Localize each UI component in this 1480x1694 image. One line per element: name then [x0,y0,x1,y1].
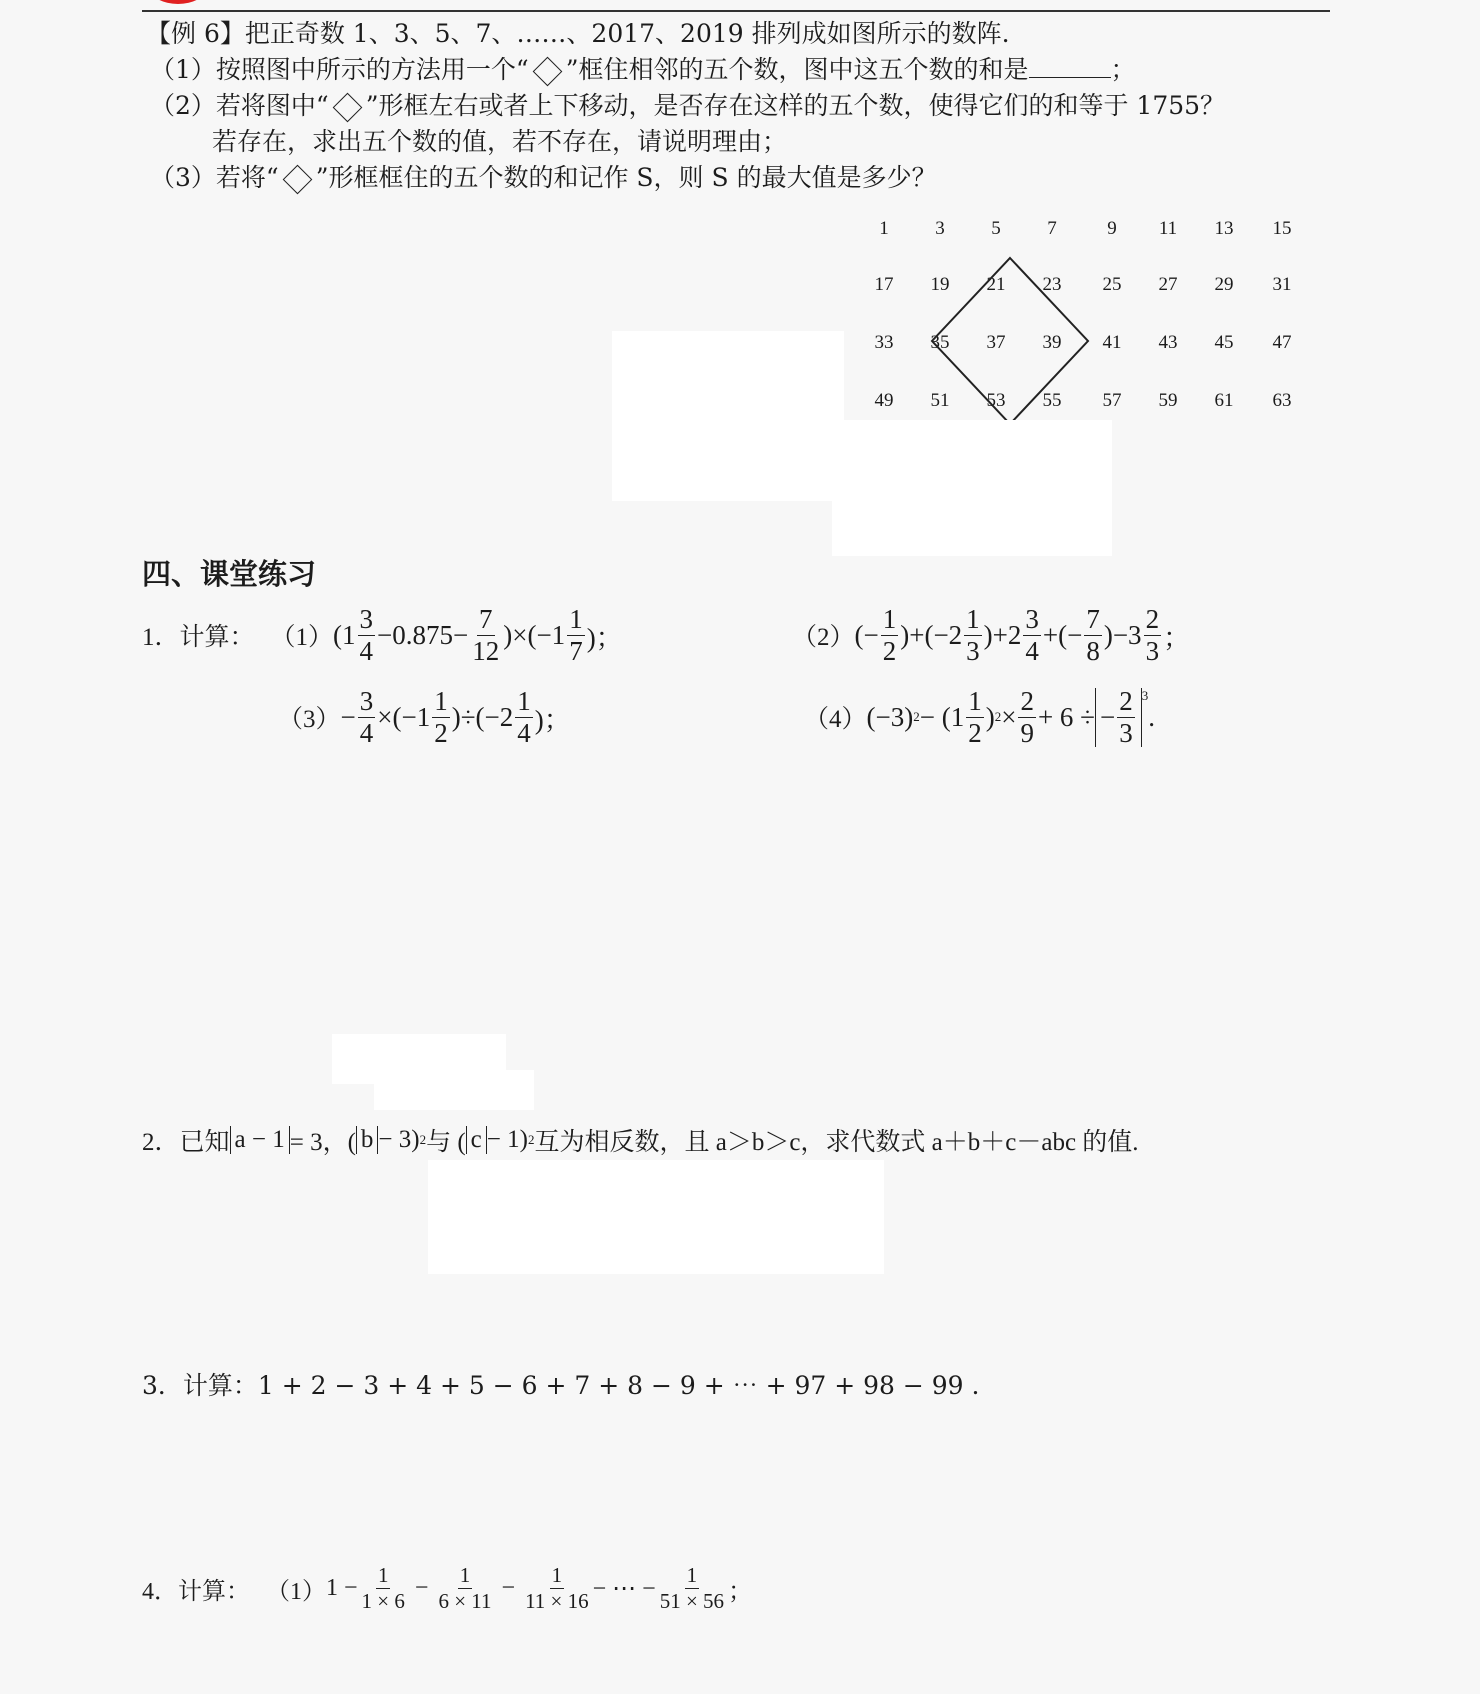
fraction [358,685,376,748]
expr-part: 与 ( [426,1129,466,1156]
expr-part: +(− [1042,619,1083,650]
fraction [1018,685,1036,748]
absolute-value: a − 1 [230,1126,290,1154]
numerator: 1 [569,603,583,634]
grid-cell: 53 [986,390,1006,411]
expr-part: − 1) [486,1126,528,1153]
fraction [1084,603,1102,666]
expr-part: − 3) [378,1126,420,1153]
grid-cell: 9 [1107,218,1117,239]
numerator: 3 [359,603,374,634]
exponent: 2 [527,1132,535,1147]
grid-cell: 19 [930,274,950,295]
grid-cell: 63 [1272,390,1292,411]
fraction [1144,603,1162,666]
problem-1a-number: （1） [270,624,334,651]
grid-cell: 35 [930,332,950,353]
q3-text-a: （3）若将“ [150,163,279,192]
fraction [966,685,984,748]
grid-cell: 57 [1102,390,1122,411]
expr-part: − (1 [919,701,965,732]
fraction [358,603,376,666]
fraction [1023,603,1041,666]
grid-cell: 23 [1042,274,1062,295]
redaction-patch [832,420,1112,556]
problem-4-label: 4．计算： [142,1578,250,1605]
absolute-value: c [466,1126,487,1154]
expr-part: (−3) [866,701,914,732]
grid-cell: 21 [986,274,1006,295]
example-q3 [150,158,937,194]
denominator: 6 × 11 [438,1588,492,1613]
problem-4-number: （1） [266,1578,326,1605]
expr-part: −0.875− [377,619,469,650]
numerator: 1 [551,1562,563,1587]
grid-cell: 3 [935,218,945,239]
problem-1c [278,682,571,752]
grid-cell: 7 [1047,218,1057,239]
numerator: 3 [359,685,374,716]
denominator: 3 [1119,717,1133,748]
grid-cell: 61 [1214,390,1234,411]
expr-part: )×(−1 [503,619,566,650]
logo-mark [150,0,206,4]
denominator: 7 [569,635,583,666]
fraction [658,1562,726,1613]
exponent: 3 [1141,688,1149,703]
numerator: 1 [968,685,982,716]
fraction [1117,685,1135,748]
problem-1c-number: （3） [278,706,341,733]
numerator: 1 [882,603,897,634]
grid-cell: 15 [1272,218,1292,239]
problem-1-label-text: 1．计算： [142,624,255,651]
diamond-icon [532,57,562,87]
denominator: 4 [517,717,531,748]
grid-cell: 29 [1214,274,1234,295]
absolute-value: b [356,1126,379,1154]
grid-cell: 49 [874,390,894,411]
denominator: 4 [359,635,374,666]
numerator: 3 [1025,603,1039,634]
numerator: 1 [966,603,980,634]
expr-part: (− [854,619,879,650]
denominator: 1 × 6 [361,1588,405,1613]
fraction [881,603,899,666]
grid-cell: 55 [1042,390,1062,411]
expr-part: ； [1163,622,1191,653]
denominator: 3 [966,635,980,666]
numerator: 1 [434,685,448,716]
expr-part: ) [985,701,995,732]
grid-cell: 37 [986,332,1006,353]
denominator: 12 [472,635,500,666]
denominator: 2 [968,717,982,748]
grid-cell: 31 [1272,274,1292,295]
q3-text-b: ”形框框住的五个数的和记作 S，则 S 的最大值是多少？ [315,163,937,192]
grid-cell: 41 [1102,332,1122,353]
redaction-patch [374,1070,534,1110]
grid-cell: 5 [991,218,1001,239]
denominator: 51 × 56 [659,1588,725,1613]
expr-part: ； [728,1578,753,1605]
exponent: 2 [994,709,1002,724]
fraction [470,603,501,666]
numerator: 2 [1020,685,1034,716]
grid-cell: 13 [1214,218,1234,239]
fraction [964,603,982,666]
header-rule [142,10,1330,12]
section-heading: 四、课堂练习 [142,557,317,591]
diamond-icon [332,93,362,123]
denominator: 2 [882,635,897,666]
fraction [432,685,450,748]
example-q1 [150,50,1136,86]
minus-sign: − [408,1574,435,1601]
exponent: 2 [419,1132,427,1147]
fraction [515,685,533,748]
numerator: 1 [377,1562,389,1587]
fraction [436,1562,493,1613]
problem-1d-number: （4） [804,706,867,733]
expr-part: (1 [333,619,356,650]
grid-cell: 39 [1042,332,1062,353]
expr-part: )÷(−2 [451,701,514,732]
answer-blank [1029,55,1111,78]
q1-text-a: （1）按照图中所示的方法用一个“ [150,55,529,84]
expr-part: . [1148,701,1155,732]
denominator: 3 [1145,635,1160,666]
exponent: 2 [913,709,920,724]
numerator: 1 [517,685,531,716]
q1-text-b: ”框住相邻的五个数，图中这五个数的和是 [565,55,1029,84]
problem-1b [792,600,1190,670]
expr-part: ×(−1 [377,701,431,732]
problem-4 [142,1560,752,1616]
problem-1b-number: （2） [792,624,855,651]
problem-2 [142,1120,1139,1160]
grid-cell: 25 [1102,274,1122,295]
q1-text-c: ； [1110,55,1136,84]
problem-2-label: 2．已知 [142,1129,230,1156]
numerator: 1 [459,1562,471,1587]
expr-part: )+2 [983,619,1022,650]
grid-cell: 59 [1158,390,1178,411]
problem-1-label [142,600,623,670]
expr-part: 互为相反数，且 a＞b＞c，求代数式 a＋b＋c－abc 的值. [534,1129,1139,1156]
fraction [567,603,585,666]
grid-cell: 1 [879,218,889,239]
grid-cell: 17 [874,274,894,295]
grid-cell: 33 [874,332,894,353]
numerator: 7 [1086,603,1100,634]
absolute-value [1095,685,1142,748]
numerator: 2 [1145,603,1160,634]
denominator: 4 [1025,635,1039,666]
q2-text-b: ”形框左右或者上下移动，是否存在这样的五个数，使得它们的和等于 1755？ [365,91,1226,120]
redaction-patch [428,1160,884,1274]
grid-cell: 43 [1158,332,1178,353]
expr-part: = 3，( [289,1129,356,1156]
example-q2-cont: 若存在，求出五个数的值，若不存在，请说明理由； [212,127,788,156]
fraction [360,1562,407,1613]
denominator: 9 [1020,717,1034,748]
denominator: 8 [1086,635,1100,666]
diamond-icon [282,165,312,195]
expr-part: )+(−2 [900,619,963,650]
expr-part: )； [534,704,571,735]
denominator: 11 × 16 [525,1588,589,1613]
expr-part: )； [586,622,623,653]
grid-cell: 27 [1158,274,1178,295]
problem-1d [804,682,1155,752]
numerator: 7 [479,603,493,634]
expr-part: − [1099,701,1116,732]
expr-part: )−3 [1103,619,1142,650]
diamond-frame [930,256,1090,428]
redaction-patch [612,331,844,501]
example-q2 [150,86,1225,122]
grid-cell: 47 [1272,332,1292,353]
denominator: 2 [434,717,448,748]
expr-part: + 6 ÷ [1037,701,1095,732]
expr-part: 1 − [326,1574,358,1601]
example-title: 【例 6】把正奇数 1、3、5、7、……、2017、2019 排列成如图所示的数阵. [146,19,1010,48]
grid-cell: 45 [1214,332,1234,353]
problem-3: 3．计算：1 + 2 − 3 + 4 + 5 − 6 + 7 + 8 − 9 + ⋯ + 97 + 98 − 99 . [142,1371,980,1400]
expr-part: × [1001,701,1017,732]
grid-cell: 51 [930,390,950,411]
numerator: 1 [686,1562,698,1587]
expr-part: − ⋯ − [592,1575,656,1602]
denominator: 4 [359,717,374,748]
grid-cell: 11 [1158,218,1178,239]
numerator: 2 [1119,685,1133,716]
expr-part: − [340,701,356,732]
q2-text-a: （2）若将图中“ [150,91,329,120]
fraction [523,1562,591,1613]
minus-sign: − [495,1574,522,1601]
